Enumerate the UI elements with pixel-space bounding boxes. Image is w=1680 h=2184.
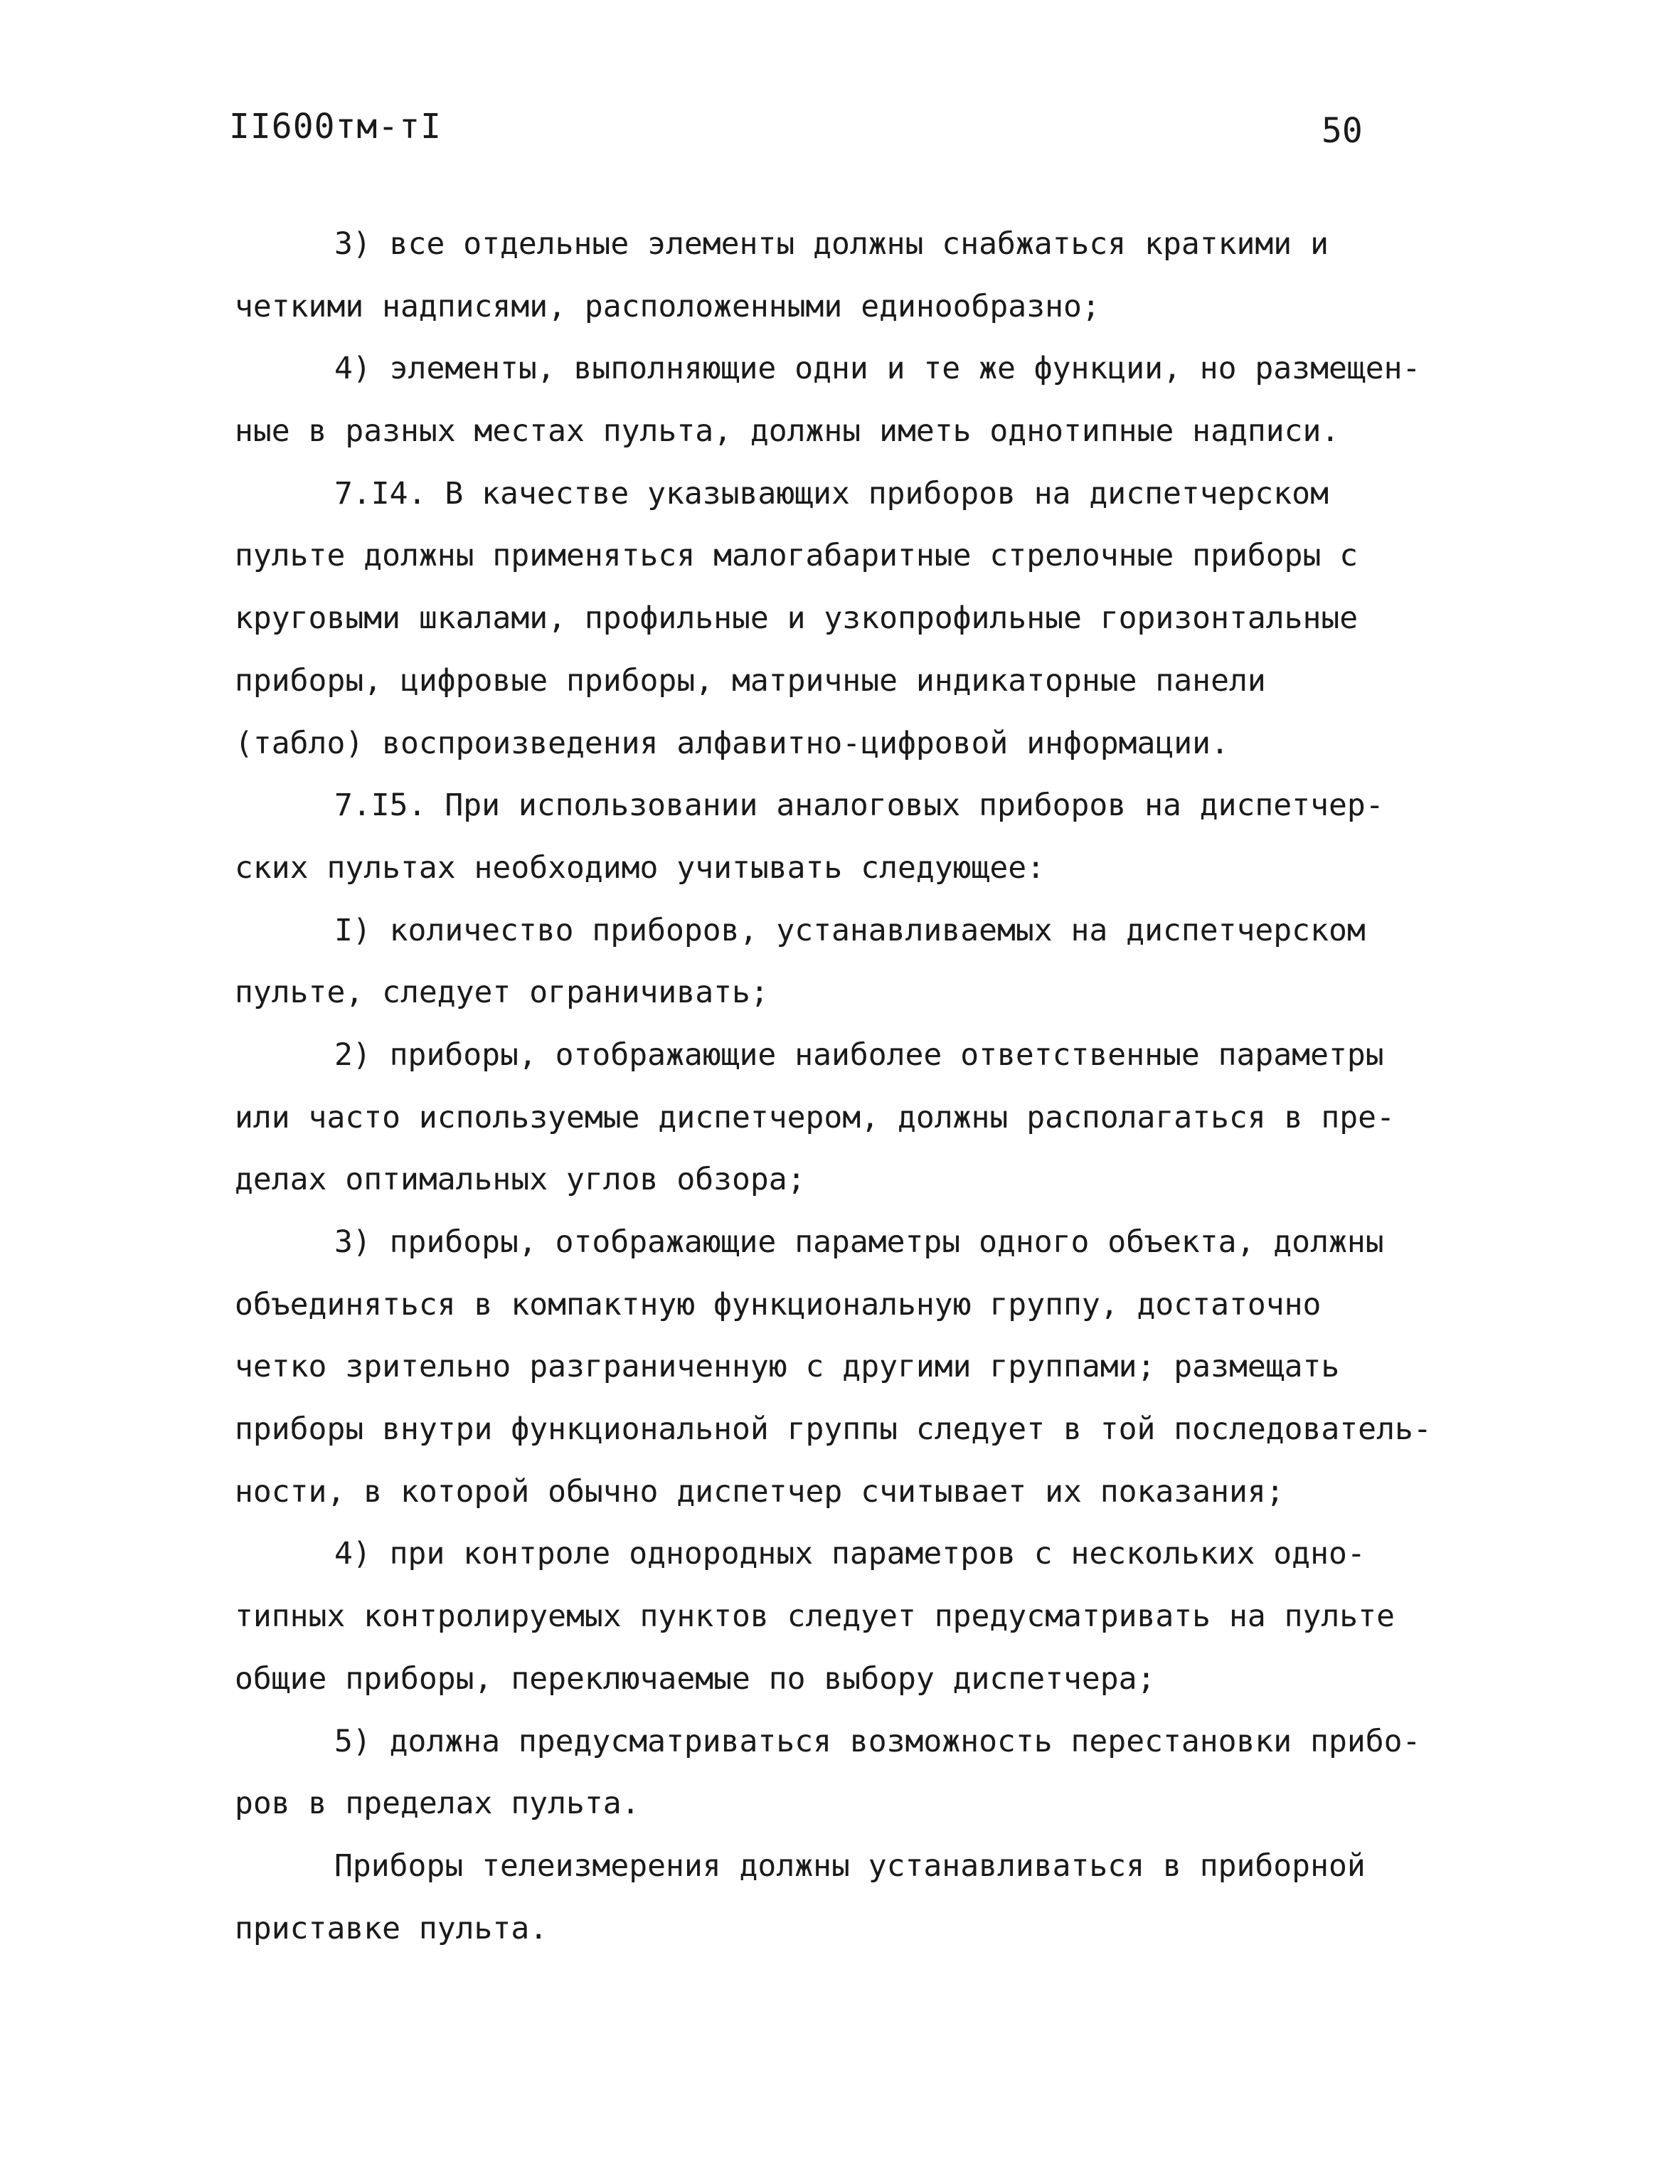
text-line: круговыми шкалами, профильные и узкопрофильные горизонтальные [235, 600, 1359, 637]
text-line: Приборы телеизмерения должны устанавливаться в приборной [334, 1848, 1366, 1884]
text-line: 3) все отдельные элементы должны снабжаться краткими и [334, 226, 1329, 262]
text-line: 3) приборы, отображающие параметры одного объекта, должны [334, 1224, 1384, 1260]
text-line: приставке пульта. [235, 1910, 548, 1946]
text-line: пульте, следует ограничивать; [235, 975, 769, 1011]
text-line: 2) приборы, отображающие наиболее ответственные параметры [334, 1037, 1384, 1073]
text-line: ные в разных местах пульта, должны иметь однотипные надписи. [235, 413, 1340, 450]
text-line: четкими надписями, расположенными единообразно; [235, 288, 1100, 324]
text-line: 7.I4. В качестве указывающих приборов на диспетчерском [334, 475, 1329, 511]
text-line: 4) при контроле однородных параметров с нескольких одно- [334, 1536, 1366, 1572]
body-text [235, 213, 1515, 1960]
text-line: делах оптимальных углов обзора; [235, 1162, 806, 1198]
text-line: ров в пределах пульта. [235, 1786, 640, 1822]
text-line: приборы внутри функциональной группы следует в той последователь- [235, 1411, 1432, 1448]
text-line: 7.I5. При использовании аналоговых приборов на диспетчер- [334, 788, 1384, 824]
text-line: (табло) воспроизведения алфавитно-цифровой информации. [235, 725, 1229, 761]
text-line: типных контролируемых пунктов следует предусматривать на пульте [235, 1599, 1395, 1635]
text-line: ности, в которой обычно диспетчер считывает их показания; [235, 1473, 1285, 1510]
text-line: приборы, цифровые приборы, матричные индикаторные панели [235, 662, 1266, 699]
text-line: или часто используемые диспетчером, должны располагаться в пре- [235, 1099, 1395, 1135]
text-line: 4) элементы, выполняющие одни и те же функции, но размещен- [334, 351, 1421, 387]
document-code: II600тм-тI [229, 107, 442, 147]
text-line: ских пультах необходимо учитывать следующее: [235, 849, 1046, 886]
text-line: четко зрительно разграниченную с другими группами; размещать [235, 1349, 1340, 1385]
text-line: общие приборы, переключаемые по выбору диспетчера; [235, 1660, 1156, 1697]
text-line: 5) должна предусматриваться возможность перестановки прибо- [334, 1723, 1421, 1759]
page-number: 50 [1322, 111, 1363, 151]
text-line: пульте должны применяться малогабаритные стрелочные приборы с [235, 538, 1359, 574]
text-line: I) количество приборов, устанавливаемых на диспетчерском [334, 912, 1366, 948]
text-line: объединяться в компактную функциональную группу, достаточно [235, 1286, 1322, 1322]
